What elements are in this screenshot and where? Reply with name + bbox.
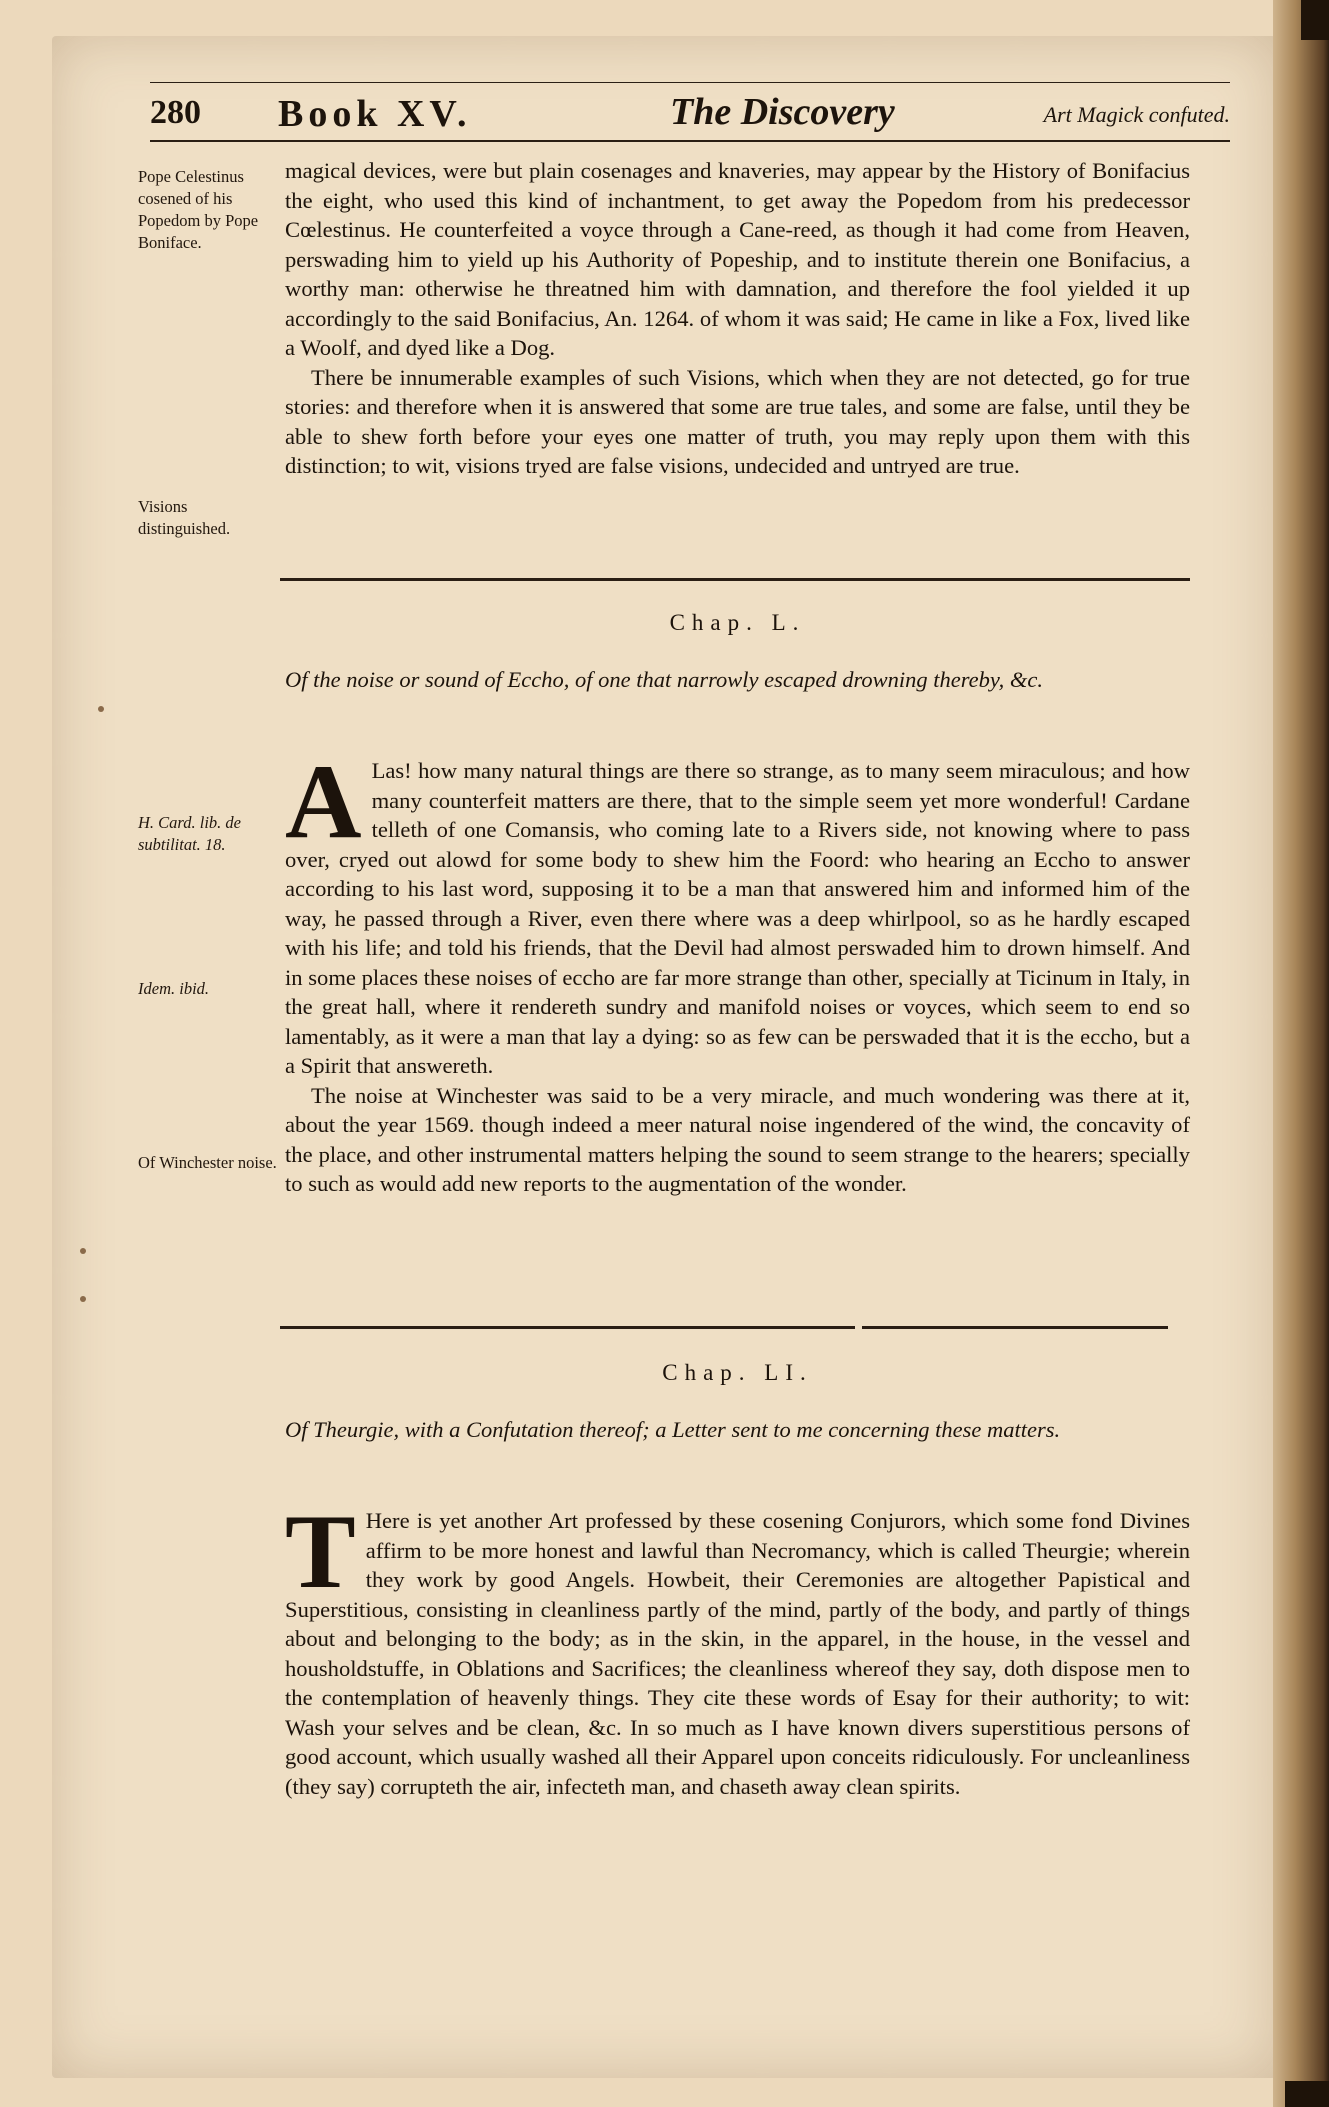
chapter-body bbox=[285, 743, 1190, 1199]
paper-speck bbox=[80, 1248, 86, 1254]
paragraph: magical devices, were but plain cosenages and knaveries, may appear by the History of Bonifacius the eight, who used this kind of inchantment, to get away the Popedom from his predecessor Cœlestinus. He counterfeited a voyce through a Cane-reed, as though it had come from Heaven, perswading him to yield up his Authority of Popeship, and to institute therein one Bonifacius, a worthy man: otherwise he threatned him with damnation, and therefore the fool yielded it up accordingly to the said Bonifacius, An. 1264. of whom it was said; He came in like a Fox, lived like a Woolf, and dyed like a Dog. bbox=[285, 158, 1190, 360]
section-divider bbox=[280, 578, 1190, 581]
running-subtitle: Art Magick confuted. bbox=[1043, 102, 1230, 127]
paper-speck bbox=[98, 706, 104, 712]
header-rule-bottom bbox=[150, 140, 1230, 142]
header-rule-top bbox=[150, 82, 1230, 83]
paragraph: There be innumerable examples of such Visions, which when they are not detected, go for true stories: and therefore when it is answered that some are true tales, and some are false, until they be able to shew forth before your eyes one matter of truth, you may reply upon them with this distinction; to wit, visions tryed are false visions, undecided and untryed are true. bbox=[285, 364, 1190, 478]
page-number: 280 bbox=[150, 94, 201, 131]
binding-corner-bottom bbox=[1285, 2081, 1329, 2107]
chapter-description: Of Theurgie, with a Confutation thereof; a Letter sent to me concerning these matters. bbox=[285, 1417, 1061, 1442]
chapter-heading: Chap. LI. bbox=[662, 1360, 813, 1385]
paragraph: Here is yet another Art professed by these cosening Conjurors, which some fond Divines affirm to be more honest and lawful than Necromancy, which is called Theurgie; wherein they work by good Angels. Howbeit, their Ceremonies are altogether Papistical and Superstitious, consisting in cleanliness partly of the mind, partly of the body, and partly of things about and belonging to the body; as in the skin, in the apparel, in the house, in the vessel and housholdstuffe, in Oblations and Sacrifices; the cleanliness whereof they say, doth dispose men to the contemplation of heavenly things. They cite these words of Esay for their authority; to wit: Wash your selves and be clean, &c. In so much as I have known divers superstitious persons of good account, which usually washed all their Apparel upon conceits ridiculously. For uncleanliness (they say) corrupteth the air, infecteth man, and chaseth away clean spirits. bbox=[285, 1508, 1190, 1799]
chapter-body bbox=[285, 1493, 1190, 1801]
binding-corner-top bbox=[1301, 0, 1329, 40]
chapter-heading: Chap. L. bbox=[669, 610, 806, 635]
page-header bbox=[150, 92, 1230, 136]
drop-cap: A bbox=[285, 743, 362, 860]
margin-note-visions: Visions distinguished. bbox=[138, 497, 231, 538]
margin-note-pope: Pope Celestinus cosened of his Popedom by Pope Boniface. bbox=[138, 167, 259, 252]
margin-note-winchester: Of Winchester noise. bbox=[138, 1153, 277, 1172]
section-divider bbox=[280, 1326, 855, 1329]
book-spine-edge bbox=[1273, 0, 1329, 2107]
paragraph: Las! how many natural things are there so strange, as to many seem miraculous; and how many counterfeit matters are there, that to the simple seem yet more wonderful! Cardane telleth of one Comansis, who coming late to a Rivers side, not knowing where to pass over, cryed out alowd for some body to shew him the Foord: who hearing an Eccho to answer according to his last word, supposing it to be a man that answered him and informed him of the way, he passed through a River, even there where was a deep whirlpool, so as he hardly escaped with his life; and told his friends, that the Devil had almost perswaded him to drown himself. And in some places these noises of eccho are far more strange than other, specially at Ticinum in Italy, in the great hall, where it rendereth sundry and manifold noises or voyces, which seem to end so lamentably, as it were a man that lay a dying: so as few can be perswaded that it is the eccho, but a a Spirit that answereth. bbox=[285, 758, 1190, 1078]
section-top bbox=[285, 156, 1190, 481]
chapter-description: Of the noise or sound of Eccho, of one that narrowly escaped drowning thereby, &c. bbox=[285, 667, 1044, 692]
section-divider bbox=[862, 1326, 1168, 1329]
margin-note-cardan: H. Card. lib. de subtilitat. 18. bbox=[138, 813, 241, 854]
drop-cap: T bbox=[285, 1493, 356, 1610]
paragraph: The noise at Winchester was said to be a very miracle, and much wondering was there at it, about the year 1569. though indeed a meer natural noise ingendered of the wind, the concavity of the place, and other instrumental matters helping the sound to seem strange to the hearers; specially to such as would add new reports to the augmentation of the wonder. bbox=[285, 1082, 1190, 1196]
running-title: The Discovery bbox=[670, 91, 895, 133]
margin-note-idem: Idem. ibid. bbox=[138, 979, 210, 998]
paper-speck bbox=[80, 1296, 86, 1302]
book-label: Book XV. bbox=[278, 93, 472, 135]
